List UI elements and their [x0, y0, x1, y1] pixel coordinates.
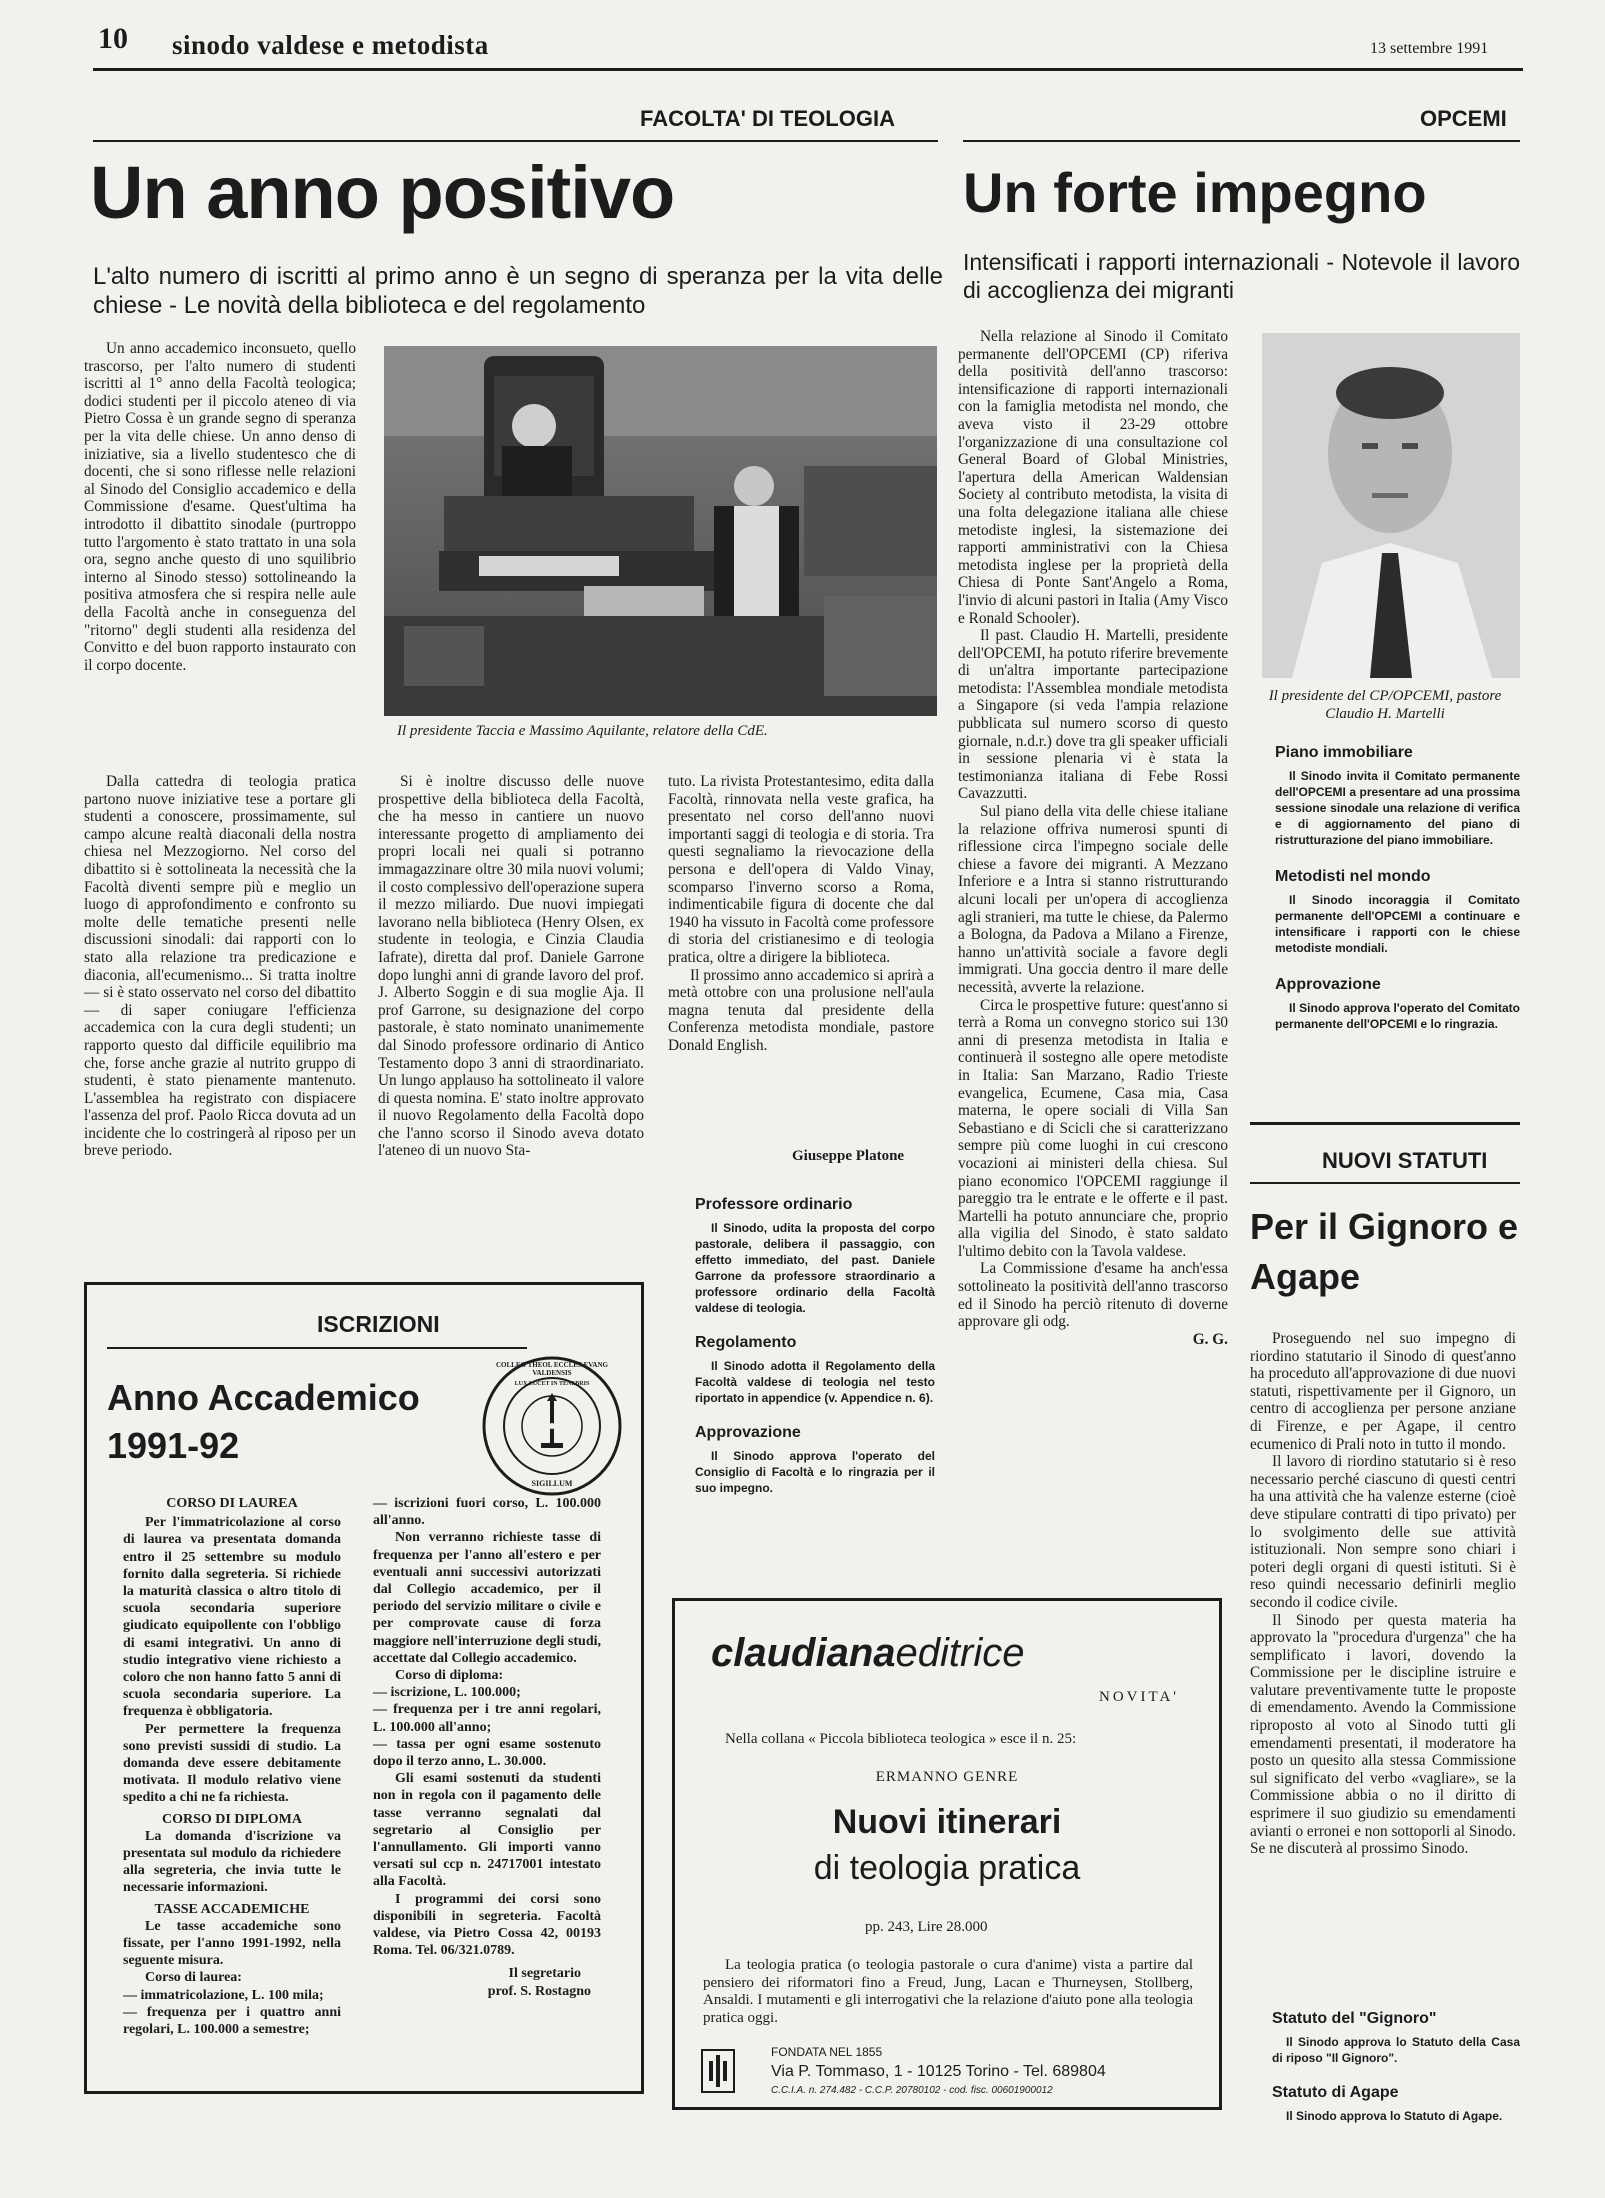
iscrizioni-rule — [107, 1347, 527, 1349]
decision-text-metodisti: Il Sinodo incoraggia il Comitato permanente dell'OPCEMI a continuare e intensificare i rapporti con le chiese metodiste mondiali. — [1275, 893, 1520, 955]
section-label-facolta: FACOLTA' DI TEOLOGIA — [640, 106, 895, 131]
seal-motto: LUX LUCET IN TENEBRIS — [514, 1381, 590, 1387]
photo-caption-taccia: Il presidente Taccia e Massimo Aquilante, relatore della CdE. — [397, 723, 768, 739]
page-number: 10 — [98, 22, 128, 55]
photo-scene — [384, 346, 937, 716]
iscrizioni-title-1: Anno Accademico — [107, 1377, 420, 1418]
decisions-statuti — [1272, 2010, 1520, 2124]
claudiana-logo-icon — [701, 2049, 735, 2093]
decision-text-piano: Il Sinodo invita il Comitato permanente dell'OPCEMI a presentare ad una prossima sessione sinodale una relazione di verifica e di aggiornamento del piano di ristrutturazione del piano immobiliare. — [1275, 769, 1520, 847]
signature-platone: Giuseppe Platone — [792, 1148, 905, 1164]
section-label-opcemi: OPCEMI — [1420, 106, 1507, 131]
photo-martelli — [1262, 333, 1520, 678]
statuti-p2: Il lavoro di riordino statutario si è reso necessario perché ciascuno di questi centri ha una attività che ha valenze esterne (cioè deve stipulare contratti di tipo privato) per lo svolgimento delle sue attività istituzionali. Non sempre sono chiari i poteri degli organi di questi istituti. Si è reso quindi necessario definirli meglio secondo il codice civile. — [1250, 1453, 1516, 1611]
decisions-opcemi — [1275, 744, 1520, 1032]
tasse-diploma-item-3: — tassa per ogni esame sostenuto dopo il terzo anno, L. 30.000. — [373, 1736, 601, 1770]
signoff-rostagno: prof. S. Rostagno — [487, 1983, 591, 1999]
claudiana-price: pp. 243, Lire 28.000 — [865, 1919, 988, 1935]
decision-title-regolamento: Regolamento — [695, 1334, 797, 1351]
claudiana-brand-bold: claudiana — [711, 1631, 896, 1675]
claudiana-book-title-2: di teologia pratica — [813, 1849, 1081, 1887]
decision-title-piano: Piano immobiliare — [1275, 744, 1413, 761]
corso-diploma-text: La domanda d'iscrizione va presentata sul modulo da richiedere alla segreteria, che invia tutte le necessarie informazioni. — [123, 1828, 341, 1896]
decision-title-professore: Professore ordinario — [695, 1196, 853, 1213]
claudiana-address: Via P. Tommaso, 1 - 10125 Torino - Tel. 689804 — [771, 2063, 1106, 2080]
issue-date: 13 settembre 1991 — [1370, 40, 1489, 57]
iscrizioni-title-2: 1991-92 — [107, 1425, 240, 1466]
article-left-col3-p1: tuto. La rivista Protestantesimo, edita dalla Facoltà, rinnovata nella veste grafica, ha presentato nel corso dell'anno nuovi importanti saggi di teologia e di storia. Tra questi segnaliamo la rievocazione della persona e dell'opera di Valdo Vinay, scomparso l'inverno scorso a Roma, indimenticabile figura di docente che dal 1940 ha vissuto in Facoltà come professore di storia del cristianesimo e di teologia pratica, oltre a dirigere la biblioteca. — [668, 773, 934, 966]
newspaper-name: sinodo valdese e metodista — [172, 30, 489, 60]
decision-title-approvazione-facolta: Approvazione — [695, 1424, 801, 1441]
iscrizioni-col2 — [373, 1495, 601, 2000]
article-left-col1-top: Un anno accademico inconsueto, quello trascorso, per l'alto numero di studenti iscritti al 1° anno della Facoltà teologica; dodici studenti per il piccolo ateneo di via Pietro Cossa è un grande segno di speranza per la vita delle chiese. Un anno denso di iniziative, sia a livello studentesco che di docenti, che si sono riflesse nelle relazioni al Sinodo del Consiglio accademico e della Commissione d'esame. Quest'ultima ha introdotto il dibattito sinodale (purtroppo tutto l'argomento è stato trattato in una sola ora, segno anche questo di uno squilibrio interno al Sinodo stesso) sottolineando la positiva atmosfera che si respira nelle aule della Facoltà anche in conseguenza del "ritorno" degli studenti alla residenza del Convitto e del buon rapporto instaurato con il corpo docente. — [84, 340, 356, 674]
claudiana-brand-light: editrice — [895, 1631, 1025, 1675]
iscrizioni-label: ISCRIZIONI — [317, 1311, 440, 1337]
photo-caption-martelli: Il presidente del CP/OPCEMI, pastore Claudio H. Martelli — [1268, 688, 1502, 722]
claudiana-blurb: La teologia pratica (o teologia pastorale o cura d'anime) vista a partire dal pensiero dei riformatori fino a Freud, Jung, Lacan e Thurneysen, Stollberg, Ansaldi. I mutamenti e gli interrogativi che la relazione d'aiuto pone alla teologia pratica oggi. — [703, 1957, 1193, 2026]
headline-anno-positivo: Un anno positivo — [90, 151, 675, 234]
article-opcemi-body — [958, 328, 1228, 1348]
claudiana-brand — [711, 1631, 1024, 1676]
esami-text: Gli esami sostenuti da studenti non in regola con il pagamento delle tasse verranno segnalati dal segretario al Consiglio per l'annullamento. Gli importi vanno versati sul ccp n. 24717001 intestato alla Facoltà. — [373, 1771, 601, 1890]
statuti-top-rule — [1250, 1122, 1520, 1125]
seal-text: COLLEG THEOL ECCLES EVANG VALDENSIS — [496, 1361, 608, 1377]
header-rule — [93, 68, 1523, 71]
claudiana-book-title-1: Nuovi itinerari — [832, 1803, 1062, 1841]
iscrizioni-col1 — [123, 1495, 341, 2038]
decision-text-gignoro: Il Sinodo approva lo Statuto della Casa di riposo "Il Gignoro". — [1272, 2035, 1520, 2065]
claudiana-collana: Nella collana « Piccola biblioteca teologica » esce il n. 25: — [725, 1731, 1077, 1747]
section-rule-opcemi — [963, 140, 1520, 142]
article-left-col3 — [668, 773, 934, 1055]
subheadline-anno-positivo: L'alto numero di iscritti al primo anno è un segno di speranza per la vita delle chiese - Le novità della biblioteca e del regolamento — [93, 263, 943, 319]
tasse-laurea-item-3: — iscrizioni fuori corso, L. 100.000 all'anno. — [373, 1496, 601, 1529]
statuti-p1: Proseguendo nel suo impegno di riordino statutario il Sinodo di quest'anno ha proceduto all'approvazione di due nuovi statuti, rispettivamente per il Gignoro, un centro di accoglienza per persone anziane di Firenze, e per Agape, il centro ecumenico di Prali noto in tutto il mondo. — [1250, 1330, 1516, 1453]
decision-text-regolamento: Il Sinodo adotta il Regolamento della Facoltà valdese di teologia nel testo riportato in appendice (v. Appendice n. 6). — [695, 1359, 935, 1405]
seal-bottom: SIGILLUM — [531, 1479, 573, 1488]
tasse-diploma-item-2: — frequenza per i tre anni regolari, L. 100.000 all'anno; — [373, 1702, 601, 1735]
headline-forte-impegno: Un forte impegno — [963, 161, 1427, 224]
article-left-col3-p2: Il prossimo anno accademico si aprirà a metà ottobre con una prolusione nell'aula magna tenuta dal presidente della Conferenza metodista mondiale, pastore Donald English. — [668, 966, 934, 1054]
claudiana-ad — [672, 1598, 1222, 2110]
corso-laurea-text: Per l'immatricolazione al corso di laurea va presentata domanda entro il 25 settembre su modulo fornito dalla segreteria. Si richiede la maturità classica o altro titolo di scuola secondaria superiore giudicato equipollente con l'obbligo di esami integrativi. Un anno di studio integrativo viene richiesto a coloro che non hanno fatto 5 anni di scuola secondaria superiore. La frequenza è obbligatoria. — [123, 1515, 341, 1720]
statuti-section-rule — [1250, 1182, 1520, 1184]
headline-gignoro-agape: Per il Gignoro e Agape — [1250, 1206, 1519, 1297]
corso-laurea-heading: CORSO DI LAUREA — [166, 1496, 298, 1511]
decisions-facolta — [695, 1196, 935, 1496]
opcemi-p5: La Commissione d'esame ha anch'essa sottolineato la positività dell'anno trascorso ed il Sinodo ha perciò ritenuto di doverne approvare gli odg. — [958, 1260, 1228, 1331]
tasse-diploma-label: Corso di diploma: — [395, 1668, 504, 1684]
sussidi-text: Per permettere la frequenza sono previsti sussidi di studio. La domanda deve essere debitamente motivata. Il modulo relativo viene spedito a chi ne fa richiesta. — [123, 1721, 341, 1806]
tasse-diploma-item-1: — iscrizione, L. 100.000; — [373, 1685, 521, 1701]
esenzioni-text: Non verranno richieste tasse di frequenza per l'anno all'estero e per eventuali anni successivi autorizzati dal Collegio accademico, per il periodo del servizio militare o civile e per comprovate cause di forza maggiore nell'interruzione degli studi, accettate dal Collegio accademico. — [373, 1530, 601, 1666]
decision-text-professore: Il Sinodo, udita la proposta del corpo pastorale, delibera il passaggio, con effetto immediato, del past. Daniele Garrone da professore straordinario a professore ordinario della Facoltà valdese di teologia. — [695, 1221, 935, 1315]
claudiana-fondata: FONDATA NEL 1855 — [771, 2045, 883, 2059]
opcemi-p2: Il past. Claudio H. Martelli, presidente dell'OPCEMI, ha potuto riferire brevemente di un'altra importante partecipazione metodista: l'Assemblea mondiale metodista a Singapore (si veda l'ampia relazione pubblicata sul numero scorso di questo giornale, n.d.r.) dove tra gli speaker ufficiali in sessione plenaria vi è stata la testimonianza italiana di Febe Rossi Cavazzutti. — [958, 627, 1228, 803]
opcemi-p1: Nella relazione al Sinodo il Comitato permanente dell'OPCEMI (CP) riferiva della positività dell'anno trascorso: intensificazione di rapporti internazionali con la famiglia metodista nel mondo, che aveva visto il 23-29 ottobre l'organizzazione di una consultazione col General Board of Global Ministries, l'apertura della American Waldensian Society al contributo metodista, la visita di una folta delegazione italiana alle chiese metodiste inglesi, la sistemazione dei rapporti amministrativi con la Chiesa metodista inglese per la proprietà della Chiesa di Ponte Sant'Angelo a Roma, l'invio di alcuni pastori in Italia (Amy Visco e Ronald Schooler). — [958, 328, 1228, 627]
opcemi-p4: Circa le prospettive future: quest'anno si terrà a Roma un convegno storico sui 130 anni di presenza metodista in Italia e continuerà il sostegno alle opere metodiste in Italia: San Marzano, Radio Trieste evangelica, Ecumene, Casa mia, Casa materna, le opere sociali di Villa San Sebastiano e di Scicli che si caratterizzano sempre più come luoghi in cui crescono vocazioni ai ministeri della chiesa. Sul piano economico l'OPCEMI raggiunge il pareggio tra le entrate e le offerte e il past. Martelli ha potuto annunciare che, proprio alla vigilia del Sinodo, è stato saldato l'ultimo debito con la Tavola valdese. — [958, 996, 1228, 1260]
iscrizioni-box — [84, 1282, 644, 2094]
photo-martelli-portrait — [1262, 333, 1520, 678]
corso-diploma-heading: CORSO DI DIPLOMA — [161, 1811, 302, 1827]
tasse-text: Le tasse accademiche sono fissate, per l'anno 1991-1992, nella seguente misura. — [123, 1918, 341, 1969]
article-statuti-body — [1250, 1330, 1516, 1858]
decision-title-gignoro: Statuto del "Gignoro" — [1272, 2010, 1437, 2027]
college-seal-icon — [481, 1355, 623, 1497]
article-left-col1-bottom: Dalla cattedra di teologia pratica partono nuove iniziative tese a portare gli studenti a conoscere, prossimamente, sul campo alcune realtà diaconali della nostra chiesa nel Mezzogiorno. Nel corso del dibattito si è sottolineata la necessità che la Facoltà diventi sempre più e meglio un luogo di approfondimento e confronto su molte delle tematiche presenti nelle discussioni sinodali: dai rapporti con lo stato alla relazione tra predicazione e diaconia, all'ecumenismo... Si tratta inoltre — si è stato osservato nel corso del dibattito — di saper coniugare l'efficienza accademica con la cura degli studenti; un rapporto questo dal difficile equilibrio ma che, forse anche grazie al nutrito gruppo di studenti, è stato pienamente mantenuto. L'assemblea ha registrato con dispiacere l'assenza del prof. Paolo Ricca dovuta ad un incidente che lo costringerà al riposo per un breve periodo. — [84, 773, 356, 1160]
tasse-laurea-item-2: — frequenza per i quattro anni regolari, L. 100.000 a semestre; — [123, 2004, 341, 2038]
section-rule-facolta — [93, 140, 938, 142]
opcemi-p3: Sul piano della vita delle chiese italiane la relazione offriva numerosi spunti di riflessione circa l'impegno sociale delle chiese a favore dei migranti. A Mezzano Inferiore e a Intra si stanno ristrutturando alcuni locali per un'opera di accoglienza agli stranieri, ma tutte le chiese, da Palermo a Bologna, da Padova a Milano a Firenze, hanno un'attività sociale a favore degli immigrati. Una goccia dentro il mare delle necessità, avverte la relazione. — [958, 803, 1228, 996]
decision-title-agape: Statuto di Agape — [1272, 2084, 1399, 2101]
claudiana-author: ERMANNO GENRE — [875, 1769, 1019, 1785]
signature-gg: G. G. — [1192, 1330, 1228, 1348]
decision-text-approvazione-opcemi: Il Sinodo approva l'operato del Comitato permanente dell'OPCEMI e lo ringrazia. — [1275, 1001, 1520, 1031]
decision-title-approvazione-opcemi: Approvazione — [1275, 976, 1381, 993]
tasse-laurea-label: Corso di laurea: — [145, 1970, 242, 1986]
subheadline-forte-impegno: Intensificati i rapporti internazionali - Notevole il lavoro di accoglienza dei migranti — [963, 249, 1520, 303]
statuti-p3: Il Sinodo per questa materia ha approvato la "procedura d'urgenza" che ha semplificato i lavori, dovendo la Commissione per le discipline istruire e valutare preventivamente tutte le proposte di emendamento. Avendo la Commissione riproposto al voto al Sinodo tutti gli emendamenti presentati, il moderatore ha posto un quesito alla stessa Commissione sul significato del verbo «vagliare», se la Commissione abbia o no il diritto di esprimere il suo giudizio su emendamenti avianti o erronei e non sottoporli al Sinodo. Se ne discuterà al prossimo Sinodo. — [1250, 1611, 1516, 1858]
article-left-col2: Si è inoltre discusso delle nuove prospettive della biblioteca della Facoltà, che ha messo in cantiere un nuovo interessante progetto di ampliamento dei propri locali nei quali si potranno immagazzinare oltre 30 mila nuovi volumi; il costo complessivo dell'operazione supera il mezzo miliardo. Due nuovi impiegati lavorano nella biblioteca (Henry Olsen, ex studente in teologia, e Cinzia Claudia Iafrate), diretta dal prof. Daniele Garrone dopo lunghi anni di grande lavoro del prof. J. Alberto Soggin e di sua moglie Aja. Il prof Garrone, su designazione del corpo pastorale, è stato nominato unanimemente dal Sinodo professore ordinario di Antico Testamento dopo 3 anni di straordinariato. Un lungo applauso ha sottolineato il valore di questa nomina. E' stato inoltre approvato il nuovo Regolamento della Facoltà dopo che l'anno scorso il Sinodo aveva dotato l'ateneo di un nuovo Sta- — [378, 773, 644, 1160]
signoff-segretario: Il segretario — [508, 1966, 581, 1982]
photo-taccia-aquilante — [384, 346, 937, 716]
claudiana-codes: C.C.I.A. n. 274.482 - C.C.P. 20780102 - cod. fisc. 00601900012 — [771, 2085, 1053, 2096]
decision-title-metodisti: Metodisti nel mondo — [1275, 868, 1431, 885]
tasse-heading: TASSE ACCADEMICHE — [154, 1901, 310, 1917]
claudiana-novita: NOVITA' — [1099, 1689, 1179, 1705]
section-label-statuti: NUOVI STATUTI — [1322, 1148, 1488, 1173]
tasse-laurea-item-1: — immatricolazione, L. 100 mila; — [123, 1987, 324, 2003]
decision-text-approvazione-facolta: Il Sinodo approva l'operato del Consiglio di Facoltà e lo ringrazia per il suo impegno. — [695, 1449, 935, 1495]
decision-text-agape: Il Sinodo approva lo Statuto di Agape. — [1286, 2109, 1503, 2123]
programmi-text: I programmi dei corsi sono disponibili in segreteria. Facoltà valdese, via Pietro Cossa 42, 00193 Roma. Tel. 06/321.0789. — [373, 1891, 601, 1959]
